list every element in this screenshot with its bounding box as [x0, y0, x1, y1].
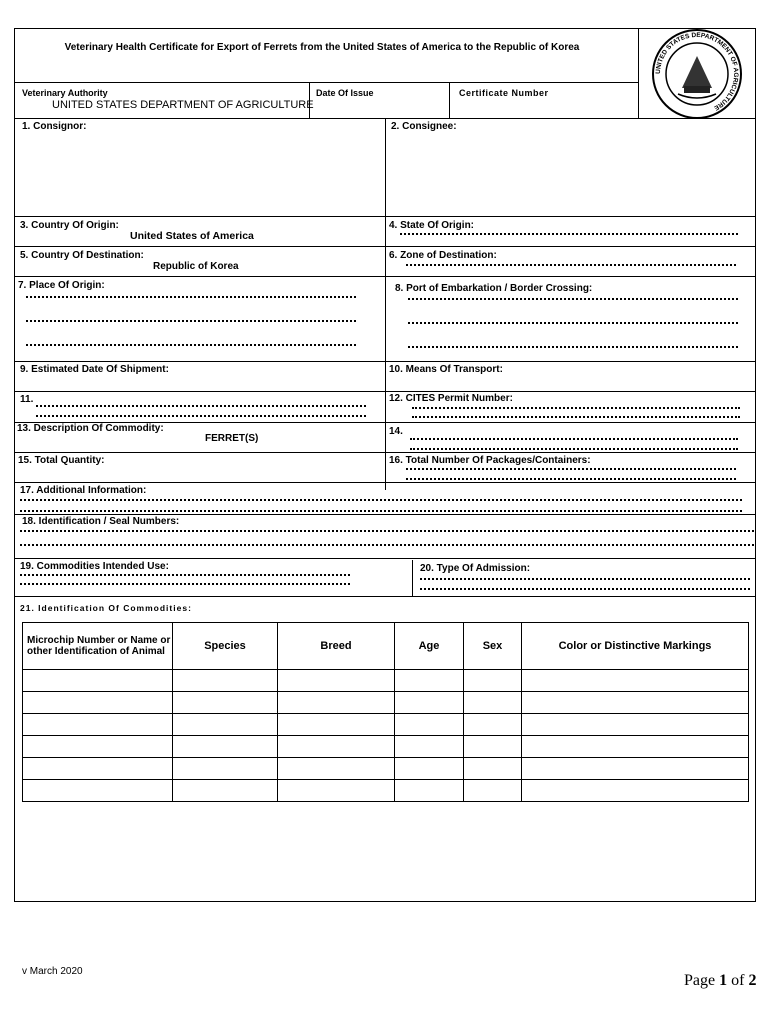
table-row	[23, 736, 749, 758]
packages-label: 16. Total Number Of Packages/Containers:	[389, 455, 591, 466]
additional-information-label: 17. Additional Information:	[20, 485, 147, 496]
country-of-origin-label: 3. Country Of Origin:	[20, 220, 119, 231]
country-of-destination-value: Republic of Korea	[153, 261, 239, 272]
seal-numbers-label: 18. Identification / Seal Numbers:	[22, 516, 180, 527]
type-of-admission-label: 20. Type Of Admission:	[420, 563, 531, 574]
table-cell[interactable]	[173, 758, 278, 780]
page-prefix: Page	[684, 972, 720, 989]
table-cell[interactable]	[173, 714, 278, 736]
table-cell[interactable]	[173, 780, 278, 802]
table-row	[23, 670, 749, 692]
table-row	[23, 714, 749, 736]
seal-text: UNITED STATES DEPARTMENT OF AGRICULTURE	[654, 31, 740, 112]
table-cell[interactable]	[23, 692, 173, 714]
table-cell[interactable]	[173, 670, 278, 692]
table-row	[23, 758, 749, 780]
table-cell[interactable]	[395, 736, 464, 758]
table-row	[23, 780, 749, 802]
zone-of-destination-label: 6. Zone of Destination:	[389, 250, 497, 261]
table-cell[interactable]	[522, 780, 749, 802]
table-cell[interactable]	[173, 736, 278, 758]
table-cell[interactable]	[278, 714, 395, 736]
identification-table	[22, 622, 749, 802]
table-cell[interactable]	[23, 714, 173, 736]
table-cell[interactable]	[395, 758, 464, 780]
place-of-origin-label: 7. Place Of Origin:	[18, 280, 105, 291]
table-cell[interactable]	[464, 758, 522, 780]
table-cell[interactable]	[395, 692, 464, 714]
field-11-label: 11.	[20, 394, 34, 405]
table-cell[interactable]	[23, 758, 173, 780]
shipment-date-label: 9. Estimated Date Of Shipment:	[20, 364, 169, 375]
table-cell[interactable]	[23, 780, 173, 802]
table-header-sex: Sex	[464, 623, 522, 670]
table-cell[interactable]	[464, 692, 522, 714]
intended-use-label: 19. Commodities Intended Use:	[20, 561, 169, 572]
identification-of-commodities-label: 21. Identification Of Commodities:	[20, 603, 192, 613]
usda-seal	[638, 28, 756, 120]
page-of: of	[727, 972, 749, 989]
consignor-label: 1. Consignor:	[22, 121, 87, 132]
table-cell[interactable]	[278, 780, 395, 802]
page-current: 1	[719, 972, 728, 989]
table-cell[interactable]	[395, 714, 464, 736]
table-header-breed: Breed	[278, 623, 395, 670]
table-row	[23, 692, 749, 714]
table-cell[interactable]	[522, 736, 749, 758]
table-cell[interactable]	[464, 736, 522, 758]
table-cell[interactable]	[278, 758, 395, 780]
table-header-microchip: Microchip Number or Name or other Identification of Animal	[23, 623, 173, 670]
cites-permit-label: 12. CITES Permit Number:	[389, 393, 513, 404]
table-cell[interactable]	[522, 670, 749, 692]
table-cell[interactable]	[464, 714, 522, 736]
table-cell[interactable]	[395, 670, 464, 692]
description-of-commodity-value: FERRET(S)	[205, 433, 259, 444]
consignee-label: 2. Consignee:	[391, 121, 457, 132]
table-header-color: Color or Distinctive Markings	[522, 623, 749, 670]
version-note: v March 2020	[22, 966, 83, 977]
table-cell[interactable]	[23, 736, 173, 758]
table-cell[interactable]	[278, 670, 395, 692]
table-header-age: Age	[395, 623, 464, 670]
authority-label: Veterinary Authority	[22, 88, 108, 98]
table-cell[interactable]	[464, 670, 522, 692]
table-cell[interactable]	[522, 758, 749, 780]
state-of-origin-label: 4. State Of Origin:	[389, 220, 475, 231]
table-cell[interactable]	[278, 736, 395, 758]
certificate-number-label: Certificate Number	[459, 88, 549, 98]
country-of-destination-label: 5. Country Of Destination:	[20, 250, 144, 261]
means-of-transport-label: 10. Means Of Transport:	[389, 364, 503, 375]
table-cell[interactable]	[464, 780, 522, 802]
page-title: Veterinary Health Certificate for Export of Ferrets from the United States of America to the Republic of Korea	[64, 42, 580, 53]
total-quantity-label: 15. Total Quantity:	[18, 455, 105, 466]
table-header-species: Species	[173, 623, 278, 670]
table-header-row	[23, 623, 749, 670]
table-cell[interactable]	[522, 692, 749, 714]
table-cell[interactable]	[23, 670, 173, 692]
description-of-commodity-label: 13. Description Of Commodity:	[17, 423, 164, 434]
table-cell[interactable]	[173, 692, 278, 714]
date-of-issue-label: Date Of Issue	[316, 88, 374, 98]
country-of-origin-value: United States of America	[130, 230, 254, 242]
table-cell[interactable]	[278, 692, 395, 714]
page-number	[684, 972, 756, 990]
authority-value: UNITED STATES DEPARTMENT OF AGRICULTURE	[52, 99, 314, 111]
field-14-label: 14.	[389, 426, 403, 437]
table-cell[interactable]	[395, 780, 464, 802]
table-cell[interactable]	[522, 714, 749, 736]
port-of-embarkation-label: 8. Port of Embarkation / Border Crossing:	[395, 283, 593, 294]
page-total: 2	[748, 972, 757, 989]
